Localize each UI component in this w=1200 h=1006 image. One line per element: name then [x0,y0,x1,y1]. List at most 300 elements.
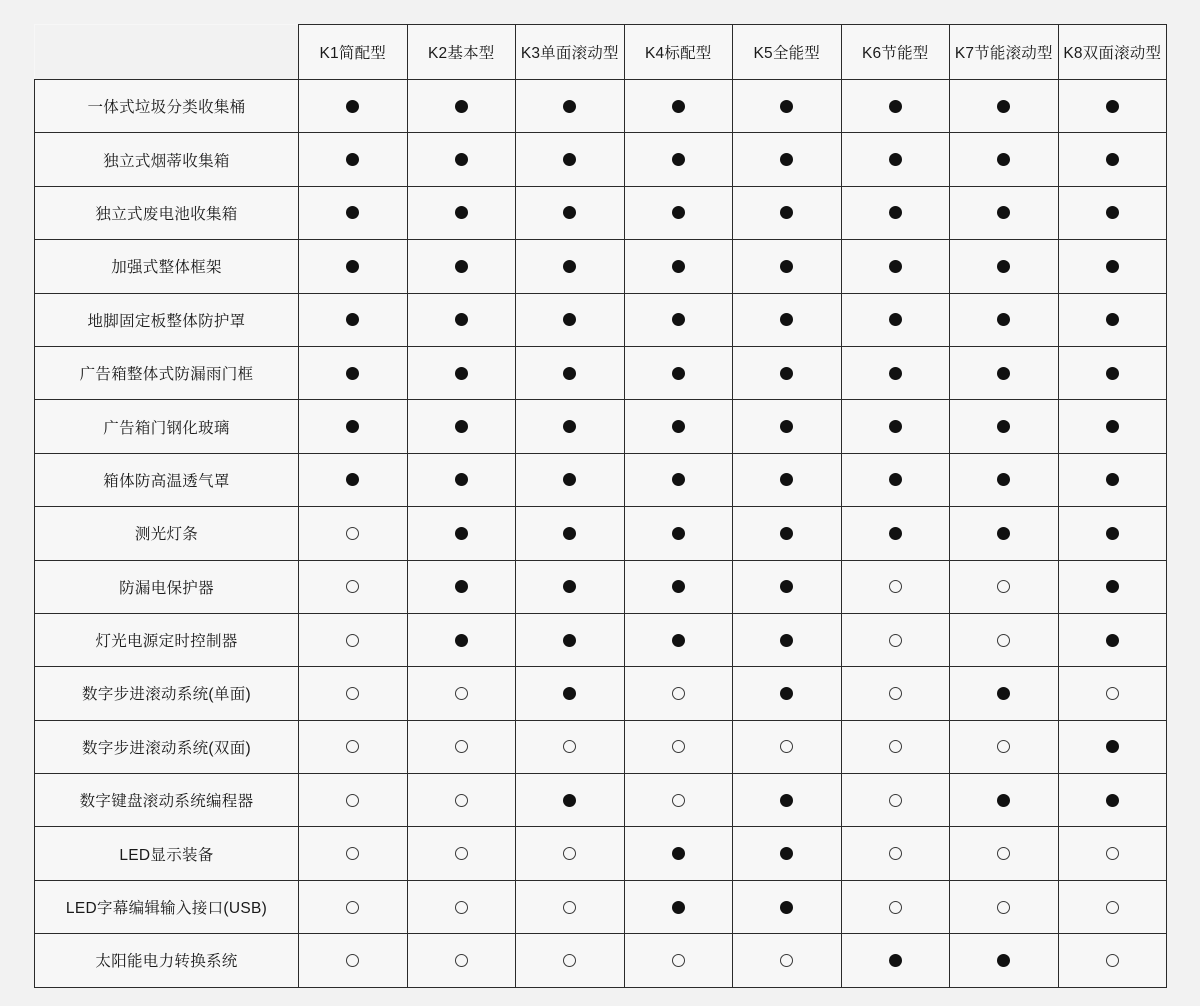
mark-cell-included [733,507,842,560]
filled-circle-icon [997,527,1010,540]
mark-cell-included [299,400,408,453]
filled-circle-icon [780,206,793,219]
hollow-circle-icon [672,687,685,700]
hollow-circle-icon [780,954,793,967]
filled-circle-icon [780,473,793,486]
feature-label: 灯光电源定时控制器 [35,613,299,666]
mark-cell-excluded [299,827,408,880]
mark-cell-included [516,293,625,346]
mark-cell-included [841,186,950,239]
filled-circle-icon [672,847,685,860]
filled-circle-icon [997,100,1010,113]
filled-circle-icon [780,580,793,593]
mark-cell-excluded [516,720,625,773]
mark-cell-included [299,186,408,239]
filled-circle-icon [889,367,902,380]
hollow-circle-icon [346,847,359,860]
filled-circle-icon [997,794,1010,807]
mark-cell-included [516,507,625,560]
filled-circle-icon [780,100,793,113]
hollow-circle-icon [672,954,685,967]
mark-cell-included [624,507,733,560]
feature-label: 数字步进滚动系统(双面) [35,720,299,773]
filled-circle-icon [563,206,576,219]
table-row [35,560,1167,613]
mark-cell-excluded [516,827,625,880]
filled-circle-icon [455,527,468,540]
mark-cell-included [516,346,625,399]
filled-circle-icon [1106,580,1119,593]
mark-cell-excluded [841,720,950,773]
mark-cell-included [516,186,625,239]
hollow-circle-icon [997,740,1010,753]
filled-circle-icon [780,420,793,433]
mark-cell-included [516,667,625,720]
hollow-circle-icon [563,847,576,860]
filled-circle-icon [1106,634,1119,647]
filled-circle-icon [563,794,576,807]
mark-cell-included [733,613,842,666]
filled-circle-icon [997,367,1010,380]
filled-circle-icon [455,313,468,326]
filled-circle-icon [1106,313,1119,326]
filled-circle-icon [780,634,793,647]
mark-cell-included [1058,293,1167,346]
column-header-k1: K1简配型 [299,25,408,80]
hollow-circle-icon [563,954,576,967]
feature-label: 测光灯条 [35,507,299,560]
hollow-circle-icon [997,901,1010,914]
mark-cell-included [950,507,1059,560]
mark-cell-included [516,560,625,613]
filled-circle-icon [997,420,1010,433]
filled-circle-icon [1106,473,1119,486]
table-row [35,80,1167,133]
filled-circle-icon [672,260,685,273]
feature-label: 广告箱门钢化玻璃 [35,400,299,453]
mark-cell-included [733,880,842,933]
filled-circle-icon [563,100,576,113]
mark-cell-included [299,240,408,293]
filled-circle-icon [563,313,576,326]
mark-cell-included [299,293,408,346]
mark-cell-included [733,560,842,613]
mark-cell-excluded [841,560,950,613]
feature-label: 数字键盘滚动系统编程器 [35,774,299,827]
column-header-k8: K8双面滚动型 [1058,25,1167,80]
column-header-k7: K7节能滚动型 [950,25,1059,80]
feature-label: 独立式废电池收集箱 [35,186,299,239]
filled-circle-icon [346,313,359,326]
table-row [35,133,1167,186]
mark-cell-included [1058,453,1167,506]
table-row [35,613,1167,666]
filled-circle-icon [563,527,576,540]
mark-cell-excluded [950,827,1059,880]
mark-cell-included [1058,774,1167,827]
mark-cell-included [624,827,733,880]
mark-cell-included [950,774,1059,827]
feature-comparison-table [34,24,1167,988]
filled-circle-icon [1106,367,1119,380]
table-corner-cell [35,25,299,80]
filled-circle-icon [672,473,685,486]
filled-circle-icon [563,367,576,380]
mark-cell-excluded [1058,880,1167,933]
mark-cell-included [407,240,516,293]
mark-cell-included [407,293,516,346]
filled-circle-icon [563,420,576,433]
mark-cell-excluded [624,667,733,720]
table-row [35,720,1167,773]
column-header-k4: K4标配型 [624,25,733,80]
mark-cell-included [841,346,950,399]
mark-cell-excluded [841,880,950,933]
mark-cell-excluded [407,720,516,773]
mark-cell-excluded [299,667,408,720]
mark-cell-included [407,613,516,666]
filled-circle-icon [563,687,576,700]
filled-circle-icon [455,420,468,433]
hollow-circle-icon [889,687,902,700]
filled-circle-icon [672,206,685,219]
table-header [35,25,1167,80]
filled-circle-icon [346,367,359,380]
mark-cell-included [1058,133,1167,186]
filled-circle-icon [997,687,1010,700]
feature-label: 数字步进滚动系统(单面) [35,667,299,720]
filled-circle-icon [672,527,685,540]
mark-cell-excluded [299,507,408,560]
mark-cell-included [950,400,1059,453]
filled-circle-icon [889,313,902,326]
table-body [35,80,1167,988]
mark-cell-excluded [407,827,516,880]
mark-cell-excluded [624,720,733,773]
mark-cell-included [624,880,733,933]
filled-circle-icon [455,634,468,647]
mark-cell-included [1058,186,1167,239]
mark-cell-included [1058,400,1167,453]
mark-cell-excluded [1058,934,1167,987]
filled-circle-icon [672,100,685,113]
mark-cell-included [516,400,625,453]
filled-circle-icon [889,954,902,967]
mark-cell-included [299,133,408,186]
filled-circle-icon [780,527,793,540]
column-header-k6: K6节能型 [841,25,950,80]
mark-cell-excluded [299,880,408,933]
mark-cell-included [1058,613,1167,666]
mark-cell-included [950,346,1059,399]
hollow-circle-icon [346,794,359,807]
filled-circle-icon [563,153,576,166]
mark-cell-included [733,186,842,239]
filled-circle-icon [563,260,576,273]
mark-cell-excluded [1058,827,1167,880]
mark-cell-included [624,346,733,399]
mark-cell-included [516,80,625,133]
hollow-circle-icon [346,954,359,967]
hollow-circle-icon [346,740,359,753]
filled-circle-icon [780,901,793,914]
filled-circle-icon [346,260,359,273]
mark-cell-included [624,560,733,613]
filled-circle-icon [889,206,902,219]
mark-cell-included [841,293,950,346]
filled-circle-icon [1106,527,1119,540]
mark-cell-included [841,400,950,453]
hollow-circle-icon [455,954,468,967]
mark-cell-included [407,80,516,133]
hollow-circle-icon [455,687,468,700]
hollow-circle-icon [563,901,576,914]
mark-cell-excluded [841,774,950,827]
feature-label: 太阳能电力转换系统 [35,934,299,987]
mark-cell-included [950,453,1059,506]
filled-circle-icon [672,580,685,593]
mark-cell-excluded [299,774,408,827]
hollow-circle-icon [346,527,359,540]
mark-cell-included [1058,720,1167,773]
mark-cell-included [516,613,625,666]
hollow-circle-icon [346,901,359,914]
hollow-circle-icon [889,794,902,807]
filled-circle-icon [346,420,359,433]
mark-cell-excluded [407,880,516,933]
mark-cell-included [407,133,516,186]
mark-cell-included [950,293,1059,346]
hollow-circle-icon [1106,687,1119,700]
mark-cell-included [733,453,842,506]
mark-cell-included [624,240,733,293]
table-row [35,880,1167,933]
feature-label: 一体式垃圾分类收集桶 [35,80,299,133]
filled-circle-icon [997,313,1010,326]
filled-circle-icon [997,153,1010,166]
table-row [35,240,1167,293]
hollow-circle-icon [997,580,1010,593]
filled-circle-icon [563,580,576,593]
filled-circle-icon [672,367,685,380]
table-row [35,827,1167,880]
mark-cell-included [733,346,842,399]
hollow-circle-icon [889,740,902,753]
mark-cell-included [407,346,516,399]
table-row [35,934,1167,987]
feature-label: 广告箱整体式防漏雨门框 [35,346,299,399]
mark-cell-excluded [841,613,950,666]
mark-cell-excluded [1058,667,1167,720]
table-row [35,400,1167,453]
mark-cell-included [516,774,625,827]
filled-circle-icon [455,260,468,273]
hollow-circle-icon [997,847,1010,860]
filled-circle-icon [455,473,468,486]
column-header-k2: K2基本型 [407,25,516,80]
hollow-circle-icon [889,847,902,860]
hollow-circle-icon [455,794,468,807]
filled-circle-icon [563,634,576,647]
filled-circle-icon [889,100,902,113]
mark-cell-included [733,827,842,880]
mark-cell-included [1058,346,1167,399]
filled-circle-icon [889,420,902,433]
mark-cell-excluded [299,613,408,666]
mark-cell-included [733,80,842,133]
table-row [35,774,1167,827]
mark-cell-included [733,293,842,346]
filled-circle-icon [455,580,468,593]
hollow-circle-icon [455,901,468,914]
mark-cell-included [407,400,516,453]
hollow-circle-icon [1106,954,1119,967]
table-row [35,186,1167,239]
mark-cell-excluded [299,720,408,773]
hollow-circle-icon [672,794,685,807]
header-row [35,25,1167,80]
filled-circle-icon [346,473,359,486]
mark-cell-excluded [950,613,1059,666]
hollow-circle-icon [1106,901,1119,914]
mark-cell-excluded [950,560,1059,613]
table-row [35,453,1167,506]
mark-cell-included [516,133,625,186]
filled-circle-icon [1106,206,1119,219]
mark-cell-included [407,560,516,613]
filled-circle-icon [455,367,468,380]
mark-cell-included [624,133,733,186]
mark-cell-excluded [407,667,516,720]
mark-cell-excluded [733,934,842,987]
hollow-circle-icon [1106,847,1119,860]
filled-circle-icon [1106,100,1119,113]
filled-circle-icon [780,367,793,380]
filled-circle-icon [672,901,685,914]
mark-cell-included [624,453,733,506]
filled-circle-icon [780,153,793,166]
mark-cell-excluded [841,827,950,880]
mark-cell-included [1058,507,1167,560]
mark-cell-included [516,453,625,506]
hollow-circle-icon [346,580,359,593]
table-row [35,346,1167,399]
feature-label: 独立式烟蒂收集箱 [35,133,299,186]
hollow-circle-icon [997,634,1010,647]
mark-cell-excluded [624,934,733,987]
filled-circle-icon [889,527,902,540]
filled-circle-icon [1106,153,1119,166]
filled-circle-icon [672,153,685,166]
mark-cell-excluded [841,667,950,720]
feature-label: LED显示装备 [35,827,299,880]
mark-cell-included [624,80,733,133]
table-row [35,507,1167,560]
filled-circle-icon [889,473,902,486]
table-row [35,293,1167,346]
mark-cell-included [407,507,516,560]
mark-cell-included [950,186,1059,239]
hollow-circle-icon [780,740,793,753]
filled-circle-icon [455,153,468,166]
feature-label: 防漏电保护器 [35,560,299,613]
mark-cell-included [733,774,842,827]
filled-circle-icon [455,206,468,219]
mark-cell-included [407,186,516,239]
mark-cell-included [1058,560,1167,613]
mark-cell-included [624,400,733,453]
hollow-circle-icon [889,580,902,593]
filled-circle-icon [1106,260,1119,273]
mark-cell-included [299,80,408,133]
mark-cell-included [841,453,950,506]
hollow-circle-icon [672,740,685,753]
mark-cell-excluded [733,720,842,773]
mark-cell-included [950,667,1059,720]
mark-cell-excluded [950,880,1059,933]
filled-circle-icon [346,206,359,219]
mark-cell-included [950,934,1059,987]
filled-circle-icon [889,260,902,273]
mark-cell-included [733,240,842,293]
mark-cell-included [950,240,1059,293]
mark-cell-excluded [299,560,408,613]
mark-cell-included [841,133,950,186]
mark-cell-included [299,453,408,506]
filled-circle-icon [563,473,576,486]
filled-circle-icon [1106,794,1119,807]
filled-circle-icon [672,313,685,326]
filled-circle-icon [780,794,793,807]
filled-circle-icon [455,100,468,113]
mark-cell-excluded [407,934,516,987]
filled-circle-icon [780,260,793,273]
mark-cell-excluded [950,720,1059,773]
mark-cell-included [1058,80,1167,133]
filled-circle-icon [997,206,1010,219]
mark-cell-included [841,80,950,133]
mark-cell-included [733,667,842,720]
hollow-circle-icon [889,634,902,647]
mark-cell-included [841,507,950,560]
filled-circle-icon [346,153,359,166]
mark-cell-included [841,934,950,987]
mark-cell-included [950,80,1059,133]
feature-label: 地脚固定板整体防护罩 [35,293,299,346]
hollow-circle-icon [889,901,902,914]
mark-cell-included [841,240,950,293]
filled-circle-icon [1106,740,1119,753]
mark-cell-included [624,293,733,346]
mark-cell-included [624,613,733,666]
filled-circle-icon [780,687,793,700]
mark-cell-included [407,453,516,506]
filled-circle-icon [672,420,685,433]
mark-cell-excluded [299,934,408,987]
hollow-circle-icon [346,634,359,647]
column-header-k5: K5全能型 [733,25,842,80]
feature-label: 箱体防高温透气罩 [35,453,299,506]
hollow-circle-icon [563,740,576,753]
filled-circle-icon [1106,420,1119,433]
hollow-circle-icon [455,847,468,860]
filled-circle-icon [997,260,1010,273]
mark-cell-included [1058,240,1167,293]
table-row [35,667,1167,720]
mark-cell-included [733,133,842,186]
mark-cell-excluded [516,880,625,933]
mark-cell-included [299,346,408,399]
